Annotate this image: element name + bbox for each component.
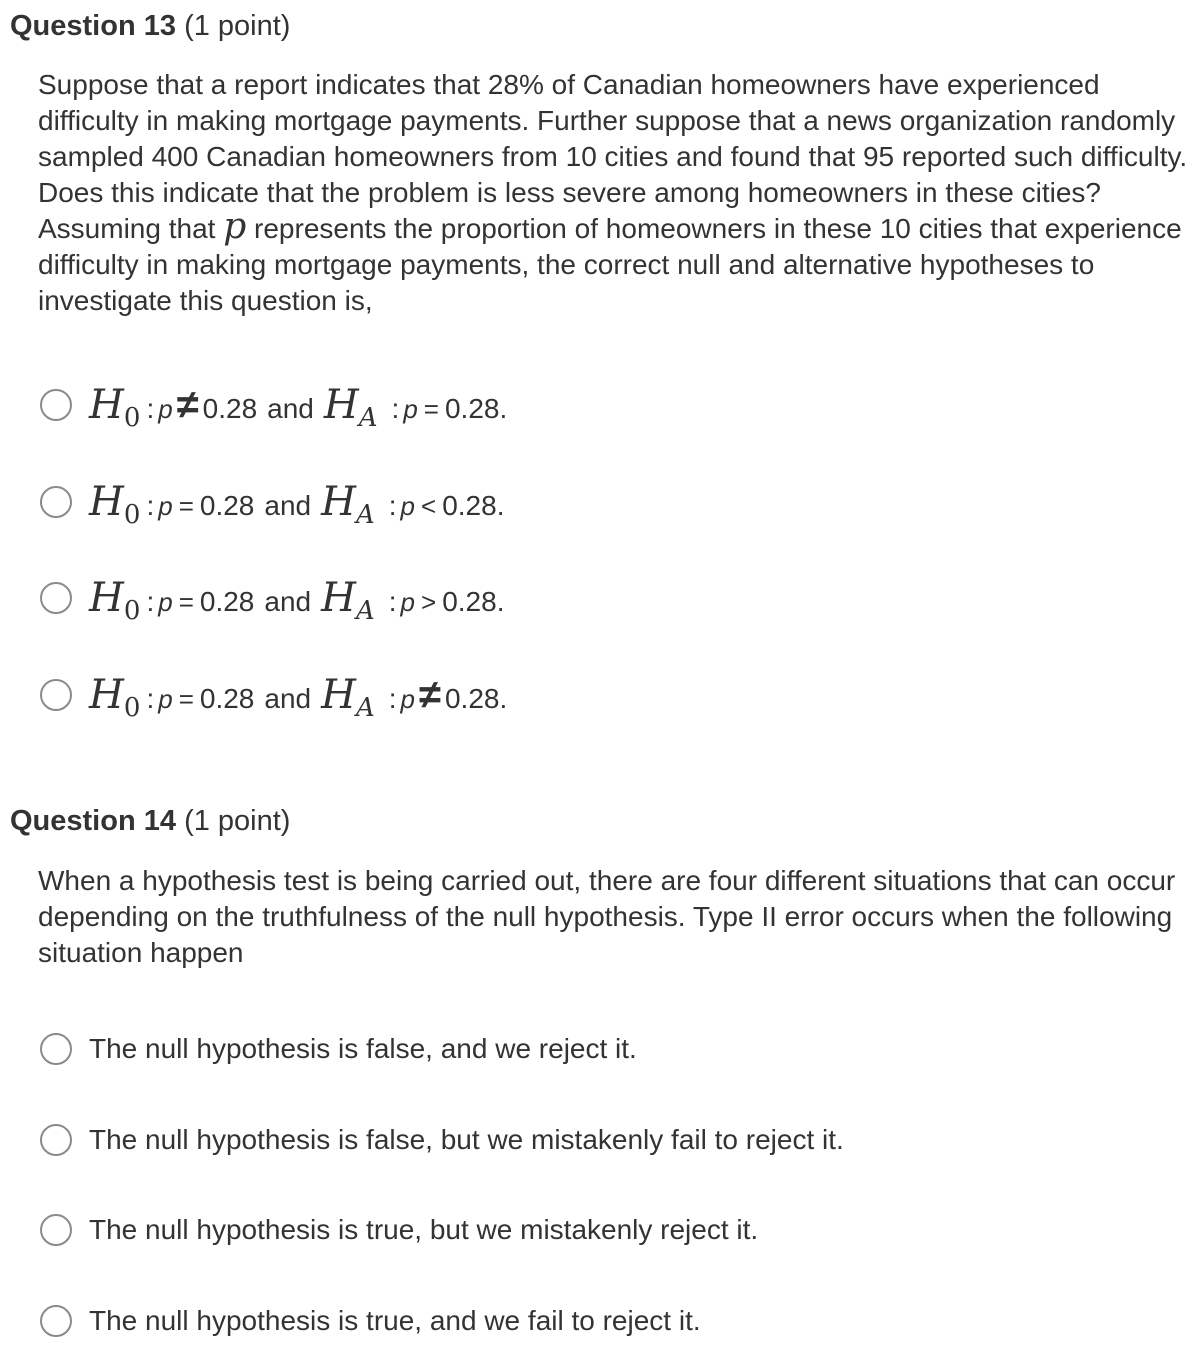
radio-button[interactable]: [40, 1124, 72, 1156]
option-label: The null hypothesis is true, and we fail to reject it.: [89, 1305, 701, 1336]
option-label: [89, 479, 505, 530]
h0-subscript: 0: [123, 403, 141, 433]
radio-button[interactable]: [40, 679, 72, 711]
answer-option-1[interactable]: [40, 1029, 637, 1069]
answer-option-2[interactable]: [40, 479, 505, 530]
answer-option-3[interactable]: [40, 575, 505, 626]
ha-subscript: A: [358, 403, 378, 433]
h0-symbol: H: [89, 479, 124, 525]
ha-subscript: A: [355, 596, 375, 626]
h0-colon: :: [146, 683, 155, 714]
answer-option-4[interactable]: [40, 672, 508, 723]
question-heading: [10, 8, 290, 44]
ha-value: 0.28.: [444, 393, 508, 424]
h0-colon: :: [146, 393, 155, 424]
and-word: and: [267, 393, 314, 424]
ha-colon: :: [391, 393, 400, 424]
ha-value: 0.28.: [442, 490, 505, 521]
radio-button[interactable]: [40, 582, 72, 614]
ha-symbol: H: [323, 382, 359, 428]
ha-symbol: H: [321, 575, 356, 621]
option-label: [89, 672, 508, 723]
ha-operator: >: [421, 587, 437, 617]
h0-value: 0.28: [199, 586, 255, 617]
h0-value: 0.28: [199, 490, 255, 521]
ha-p: p: [400, 587, 416, 617]
ha-colon: :: [388, 586, 397, 617]
ha-symbol: H: [321, 479, 356, 525]
ha-p: p: [403, 394, 418, 424]
question-text: When a hypothesis test is being carried out, there are four different situations that can occur depending on the truthfulness of the null hypothesis. Type II error occurs when the following situation happen: [38, 865, 1176, 968]
ha-value: 0.28.: [442, 586, 505, 617]
radio-button[interactable]: [40, 1305, 72, 1337]
h0-value: 0.28: [199, 683, 255, 714]
ha-operator: =: [423, 394, 439, 424]
ha-operator: <: [421, 491, 437, 521]
h0-colon: :: [146, 490, 155, 521]
question-title: Question 13: [10, 10, 176, 42]
option-label: The null hypothesis is false, but we mistakenly fail to reject it.: [89, 1124, 844, 1155]
h0-p: p: [158, 684, 173, 714]
question-heading: [10, 803, 290, 839]
question-text-part2: represents the proportion of homeowners in these 10 cities that experience difficulty in making mortgage payments, the correct null and alternative hypotheses to investigate this question is,: [38, 213, 1182, 316]
answer-option-3[interactable]: [40, 1210, 758, 1250]
radio-button[interactable]: [40, 1033, 72, 1065]
ha-subscript: A: [355, 693, 375, 723]
answer-option-1[interactable]: [40, 382, 508, 433]
question-title: Question 14: [10, 805, 176, 837]
h0-subscript: 0: [123, 693, 141, 723]
answer-option-2[interactable]: [40, 1120, 844, 1160]
h0-operator: =: [178, 684, 194, 714]
ha-subscript: A: [355, 500, 375, 530]
question-points: (1 point): [184, 805, 291, 837]
h0-p: p: [158, 394, 173, 424]
variable-p: p: [223, 206, 247, 247]
h0-symbol: H: [89, 575, 124, 621]
ha-operator: ≠: [419, 673, 441, 717]
h0-subscript: 0: [123, 596, 141, 626]
and-word: and: [264, 586, 312, 617]
h0-p: p: [158, 587, 173, 617]
ha-value: 0.28.: [444, 683, 508, 714]
h0-colon: :: [146, 586, 155, 617]
option-label: The null hypothesis is false, and we reject it.: [89, 1033, 637, 1064]
question-points: (1 point): [184, 10, 291, 42]
h0-subscript: 0: [123, 500, 141, 530]
h0-symbol: H: [89, 672, 124, 718]
question-text-part1: Suppose that a report indicates that 28% of Canadian homeowners have experienced difficulty in making mortgage payments. Further suppose that a news organization randomly sampled 400 Canadian homeowners from 10 cities and found that 95 reported such difficulty. Does this indicate that the problem is less severe among homeowners in these cities? Assuming that: [38, 69, 1188, 244]
h0-p: p: [158, 491, 173, 521]
option-label: [89, 575, 505, 626]
option-label: [89, 382, 508, 433]
h0-operator: =: [178, 587, 194, 617]
radio-button[interactable]: [40, 389, 72, 421]
ha-p: p: [400, 491, 416, 521]
ha-colon: :: [388, 683, 397, 714]
h0-operator: =: [178, 491, 194, 521]
question-text: [38, 67, 1190, 319]
h0-value: 0.28: [202, 393, 258, 424]
and-word: and: [264, 683, 312, 714]
answer-option-4[interactable]: [40, 1301, 701, 1341]
and-word: and: [264, 490, 312, 521]
option-label: The null hypothesis is true, but we mistakenly reject it.: [89, 1214, 759, 1245]
ha-p: p: [400, 684, 416, 714]
h0-symbol: H: [89, 382, 124, 428]
radio-button[interactable]: [40, 486, 72, 518]
radio-button[interactable]: [40, 1214, 72, 1246]
h0-operator: ≠: [176, 383, 199, 427]
ha-symbol: H: [321, 672, 356, 718]
ha-colon: :: [388, 490, 397, 521]
